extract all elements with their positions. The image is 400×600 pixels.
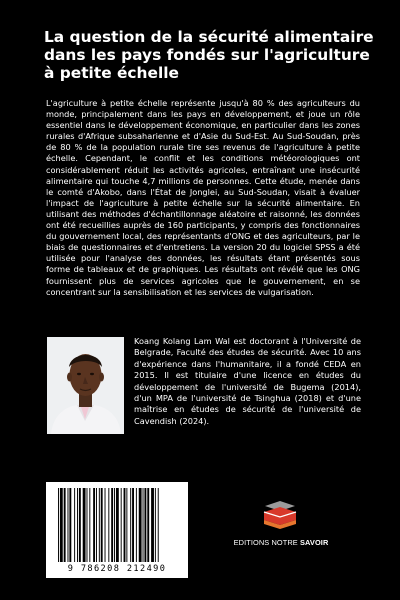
barcode-bar xyxy=(93,488,95,562)
barcode-bar xyxy=(77,488,78,562)
barcode-bar xyxy=(74,488,75,562)
publisher-name-suffix: SAVOIR xyxy=(300,538,329,547)
author-bio: Koang Kolang Lam Wal est doctorant à l'Université de Belgrade, Faculté des études de sécurité. Avec 10 ans d'expérience dans l'humanitaire, il a fondé CEDA en 2015. Il est titulaire d'une licence en études du développement de l'université de Bugema (2014), d'un MPA de l'université de Tsinghua (2018) et d'une maîtrise en études de sécurité de l'université de Cavendish (2024). xyxy=(134,336,361,426)
book-title: La question de la sécurité alimentaire dans les pays fondés sur l'agriculture à petite échelle xyxy=(44,28,374,82)
barcode-bar xyxy=(130,488,131,562)
barcode-bar xyxy=(58,488,59,562)
barcode-bar xyxy=(60,488,63,562)
barcode-bar xyxy=(96,488,97,562)
barcode-bar xyxy=(121,488,122,562)
publisher-name xyxy=(226,538,336,547)
barcode-bar xyxy=(105,488,106,562)
isbn-digits: 9 786208 212490 xyxy=(67,564,167,574)
publisher-logo-icon xyxy=(261,500,299,530)
barcode-bar xyxy=(132,488,134,562)
barcode-bar xyxy=(64,488,66,562)
isbn-barcode xyxy=(46,482,188,578)
barcode-bar xyxy=(124,488,126,562)
barcode-bar xyxy=(158,488,159,562)
barcode-bar xyxy=(108,488,109,562)
author-photo xyxy=(47,337,124,434)
barcode-bar xyxy=(89,488,90,562)
book-summary: L'agriculture à petite échelle représente jusqu'à 80 % des agriculteurs du monde, principalement dans les pays en développement, et joue un rôle essentiel dans le développement économique, en particulier dans les zones rurales d'Afrique subsaharienne et d'Asie du Sud-Est. Au Sud-Soudan, près de 80 % de la population rurale tire ses revenus de l'agriculture à petite échelle. Cependant, le conflit et les conditions météorologiques ont considérablement réduit les activités agricoles, entraînant une insécurité alimentaire qui touche 4,7 millions de personnes. Cette étude, menée dans le comté d'Akobo, dans l'État de Jonglei, au Sud-Soudan, visait à évaluer l'impact de l'agriculture à petite échelle sur la sécurité alimentaire. En utilisant des méthodes d'échantillonnage aléatoire et raisonné, les données ont été recueillies auprès de 160 participants, y compris des fonctionnaires du gouvernement local, des représentants d'ONG et des agriculteurs, par le biais de questionnaires et d'entretiens. La version 20 du logiciel SPSS a été utilisée pour l'analyse des données, les résultats étant présentés sous forme de tableaux et de graphiques. Les résultats ont révélé que les ONG fournissent plus de services agricoles que le gouvernement, en se concentrant sur la sensibilisation et les services de vulgarisation. xyxy=(46,98,360,297)
barcode-bar xyxy=(111,488,113,562)
barcode-bar xyxy=(147,488,149,562)
barcode-bar xyxy=(116,488,119,562)
barcode-bar xyxy=(69,488,71,562)
barcode-bar xyxy=(83,488,86,562)
barcode-bar xyxy=(136,488,137,562)
barcode-bar xyxy=(99,488,100,562)
barcode-bar xyxy=(155,488,156,562)
barcode-bar xyxy=(68,488,69,562)
barcode-bar xyxy=(143,488,144,562)
barcode-bar xyxy=(139,488,142,562)
barcode-bar xyxy=(126,488,127,562)
barcode-bar xyxy=(87,488,88,562)
publisher-name-prefix: EDITIONS NOTRE xyxy=(233,538,300,547)
barcode-bar xyxy=(101,488,103,562)
barcode-bar xyxy=(79,488,81,562)
barcode-bar xyxy=(151,488,154,562)
barcode-bar xyxy=(144,488,146,562)
barcode-bar xyxy=(114,488,115,562)
